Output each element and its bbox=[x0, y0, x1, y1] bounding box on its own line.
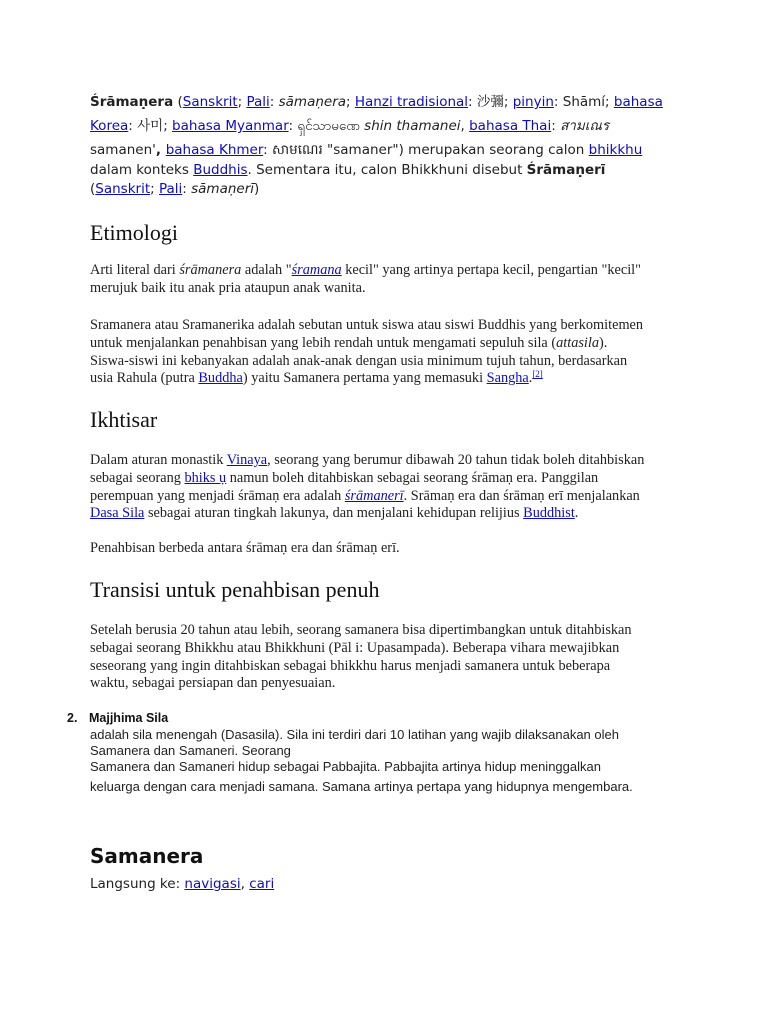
link-sangha[interactable]: Sangha bbox=[486, 370, 529, 387]
text-run: : សាមណេរ "samaner") merupakan seorang calon bbox=[263, 142, 589, 158]
text-run: : 沙彌; bbox=[468, 94, 513, 110]
paragraph bbox=[90, 452, 644, 523]
paragraph bbox=[90, 262, 641, 298]
text-run: ( bbox=[173, 94, 183, 110]
text-run: seseorang yang ingin ditahbiskan sebagai bhikkhu harus menjadi samanera untuk beberapa bbox=[90, 657, 611, 674]
text-run: namun boleh ditahbiskan sebagai seorang śrāmaṇ era. Panggilan bbox=[226, 469, 599, 486]
text-run: , bbox=[240, 876, 250, 892]
text-line bbox=[90, 540, 400, 558]
link-bhikkhu[interactable]: bhikkhu bbox=[588, 142, 643, 158]
text-line bbox=[90, 622, 632, 640]
text-line: Samanera dan Samaneri hidup sebagai Pabbajita. Pabbajita artinya hidup meninggalkan bbox=[90, 759, 601, 774]
italic-term[interactable]: śramana bbox=[291, 262, 342, 278]
paragraph bbox=[90, 317, 643, 388]
section-heading-transisi: Transisi untuk penahbisan penuh bbox=[90, 577, 380, 602]
text-run: waktu, sebagai persiapan dan penyesuaian. bbox=[90, 675, 336, 692]
text-run: dalam konteks bbox=[90, 162, 194, 178]
text-run: perempuan yang menjadi śrāmaṇ era adalah bbox=[90, 487, 345, 504]
jump-to-nav bbox=[90, 875, 274, 893]
text-run: Arti literal dari bbox=[90, 262, 180, 278]
text-line bbox=[90, 675, 632, 693]
text-line bbox=[90, 488, 644, 506]
bold-comma: , bbox=[155, 142, 166, 158]
page-title-samanera: Samanera bbox=[90, 844, 204, 868]
intro-line bbox=[90, 139, 663, 161]
citation-sup bbox=[532, 369, 543, 379]
text-run: : bbox=[551, 118, 561, 134]
italic-term: śrāmanera bbox=[179, 262, 242, 278]
text-run: ). bbox=[599, 334, 608, 351]
text-run: sebagai seorang bbox=[90, 469, 185, 486]
text-run: . Srāmaṇ era dan śrāmaṇ erī menjalankan bbox=[403, 487, 640, 504]
bold-term-sramanera: Śrāmaṇera bbox=[90, 94, 174, 110]
text-run: ) bbox=[254, 181, 260, 197]
text-run: kecil" yang artinya pertapa kecil, pengartian "kecil" bbox=[341, 262, 641, 278]
paragraph bbox=[90, 540, 400, 558]
link-pinyin[interactable]: pinyin bbox=[512, 94, 554, 110]
text-line bbox=[90, 452, 644, 470]
text-line bbox=[90, 335, 643, 353]
text-line bbox=[90, 280, 641, 298]
intro-paragraph bbox=[90, 91, 663, 199]
italic-term: sāmaṇera bbox=[278, 94, 347, 110]
text-run: Setelah berusia 20 tahun atau lebih, seorang samanera bisa dipertimbangkan untuk ditahbiskan bbox=[90, 622, 632, 638]
link-pali[interactable]: Pali bbox=[158, 181, 183, 197]
text-run: sebagai aturan tingkah lakunya, dan menjalani kehidupan relijius bbox=[144, 505, 524, 522]
link-cari[interactable]: cari bbox=[249, 876, 275, 892]
section-heading-ikhtisar: Ikhtisar bbox=[90, 407, 158, 432]
link-bhiksu[interactable]: bhiks ụ bbox=[184, 469, 227, 486]
text-run: : bbox=[182, 181, 192, 197]
link-bahasa-khmer[interactable]: bahasa Khmer bbox=[165, 142, 264, 158]
link-sramana[interactable] bbox=[292, 262, 342, 278]
text-run: : bbox=[269, 94, 279, 110]
text-line: adalah sila menengah (Dasasila). Sila ini terdiri dari 10 latihan yang wajib dilaksanakan oleh bbox=[90, 727, 619, 742]
text-run: Penahbisan berbeda antara śrāmaṇ era dan śrāmaṇ erī. bbox=[90, 540, 400, 556]
link-bahasa-thai[interactable]: bahasa Thai bbox=[469, 118, 552, 134]
paragraph bbox=[90, 622, 632, 693]
italic-term: sāmaṇerī bbox=[191, 181, 255, 197]
text-run: Sramanera atau Sramanerika adalah sebutan untuk siswa atau siswi Buddhis yang berkomitemen bbox=[90, 317, 644, 333]
link-buddha[interactable]: Buddha bbox=[198, 370, 243, 387]
italic-term[interactable]: śrāmanerī bbox=[344, 487, 404, 504]
text-run: Dalam aturan monastik bbox=[90, 452, 227, 468]
text-run: Langsung ke: bbox=[90, 876, 185, 892]
text-run: merujuk baik itu anak pria ataupun anak wanita. bbox=[90, 279, 366, 296]
text-run: adalah " bbox=[241, 262, 292, 278]
text-run: , seorang yang berumur dibawah 20 tahun tidak boleh ditahbiskan bbox=[267, 452, 645, 468]
intro-line bbox=[90, 161, 663, 180]
text-run: ; bbox=[237, 94, 247, 110]
text-run: sebagai seorang Bhikkhu atau Bhikkhuni (Pāl i: Upasampada). Beberapa vihara mewajibkan bbox=[90, 639, 620, 656]
link-sramaneri[interactable] bbox=[345, 488, 404, 504]
text-line bbox=[90, 262, 641, 280]
text-run: ( bbox=[90, 181, 96, 197]
text-run: . bbox=[528, 370, 533, 387]
link-navigasi[interactable]: navigasi bbox=[184, 876, 241, 892]
bold-term-sramaneri: Śrāmaṇerī bbox=[526, 162, 606, 178]
link-bahasa-myanmar[interactable]: bahasa Myanmar bbox=[172, 118, 289, 134]
text-line bbox=[90, 370, 643, 388]
text-run: samanen' bbox=[90, 142, 156, 158]
italic-term: shin thamanei bbox=[364, 118, 461, 134]
text-run: . bbox=[574, 505, 579, 522]
text-run: : 사미; bbox=[128, 118, 173, 134]
link-sanskrit[interactable]: Sanskrit bbox=[95, 181, 151, 197]
link-bahasa-korea[interactable]: Korea bbox=[90, 118, 129, 134]
link-bahasa-korea[interactable]: bahasa bbox=[613, 94, 663, 110]
link-buddhis[interactable]: Buddhis bbox=[193, 162, 248, 178]
text-run: ) yaitu Samanera pertama yang memasuki bbox=[242, 370, 487, 387]
text-line bbox=[90, 505, 644, 523]
text-run: : Shāmí; bbox=[553, 94, 614, 110]
text-run: usia Rahula (putra bbox=[90, 370, 199, 387]
text-line bbox=[90, 353, 643, 371]
list-item-number: 2. bbox=[67, 711, 78, 725]
text-run: ; bbox=[346, 94, 355, 110]
text-line: Samanera dan Samaneri. Seorang bbox=[90, 743, 291, 758]
link-dasa-sila[interactable]: Dasa Sila bbox=[90, 505, 145, 522]
list-item-title: Majjhima Sila bbox=[89, 711, 169, 725]
intro-line bbox=[90, 91, 663, 113]
text-run: ; bbox=[150, 181, 159, 197]
list-item-body bbox=[90, 727, 633, 795]
text-run: untuk menjalankan penahbisan yang lebih rendah untuk mengamati sepuluh sila ( bbox=[90, 334, 557, 351]
link-buddhist[interactable]: Buddhist bbox=[523, 505, 575, 522]
intro-line bbox=[90, 180, 663, 199]
text-line bbox=[90, 658, 632, 676]
text-line bbox=[90, 470, 644, 488]
intro-line bbox=[90, 113, 663, 139]
section-heading-etimologi: Etimologi bbox=[90, 220, 178, 245]
text-run: Siswa-siswi ini kebanyakan adalah anak-anak dengan usia minimum tujuh tahun, berdasarkan bbox=[90, 352, 628, 369]
italic-term: attasila bbox=[556, 334, 600, 351]
text-line bbox=[90, 640, 632, 658]
link-hanzi-tradisional[interactable]: Hanzi tradisional bbox=[354, 94, 469, 110]
text-run: : ရှင်သာမဏေ bbox=[288, 118, 365, 134]
text-run: , bbox=[460, 118, 470, 134]
italic-term: สามเณร bbox=[560, 118, 610, 134]
link-pali[interactable]: Pali bbox=[246, 94, 270, 110]
text-line bbox=[90, 317, 643, 335]
text-run: . Sementara itu, calon Bhikkhuni disebut bbox=[247, 162, 527, 178]
text-line: keluarga dengan cara menjadi samana. Samana artinya pertapa yang hidupnya mengembara. bbox=[90, 779, 633, 794]
citation-link-2[interactable]: [2] bbox=[532, 369, 543, 380]
link-sanskrit[interactable]: Sanskrit bbox=[182, 94, 238, 110]
link-vinaya[interactable]: Vinaya bbox=[226, 452, 268, 468]
